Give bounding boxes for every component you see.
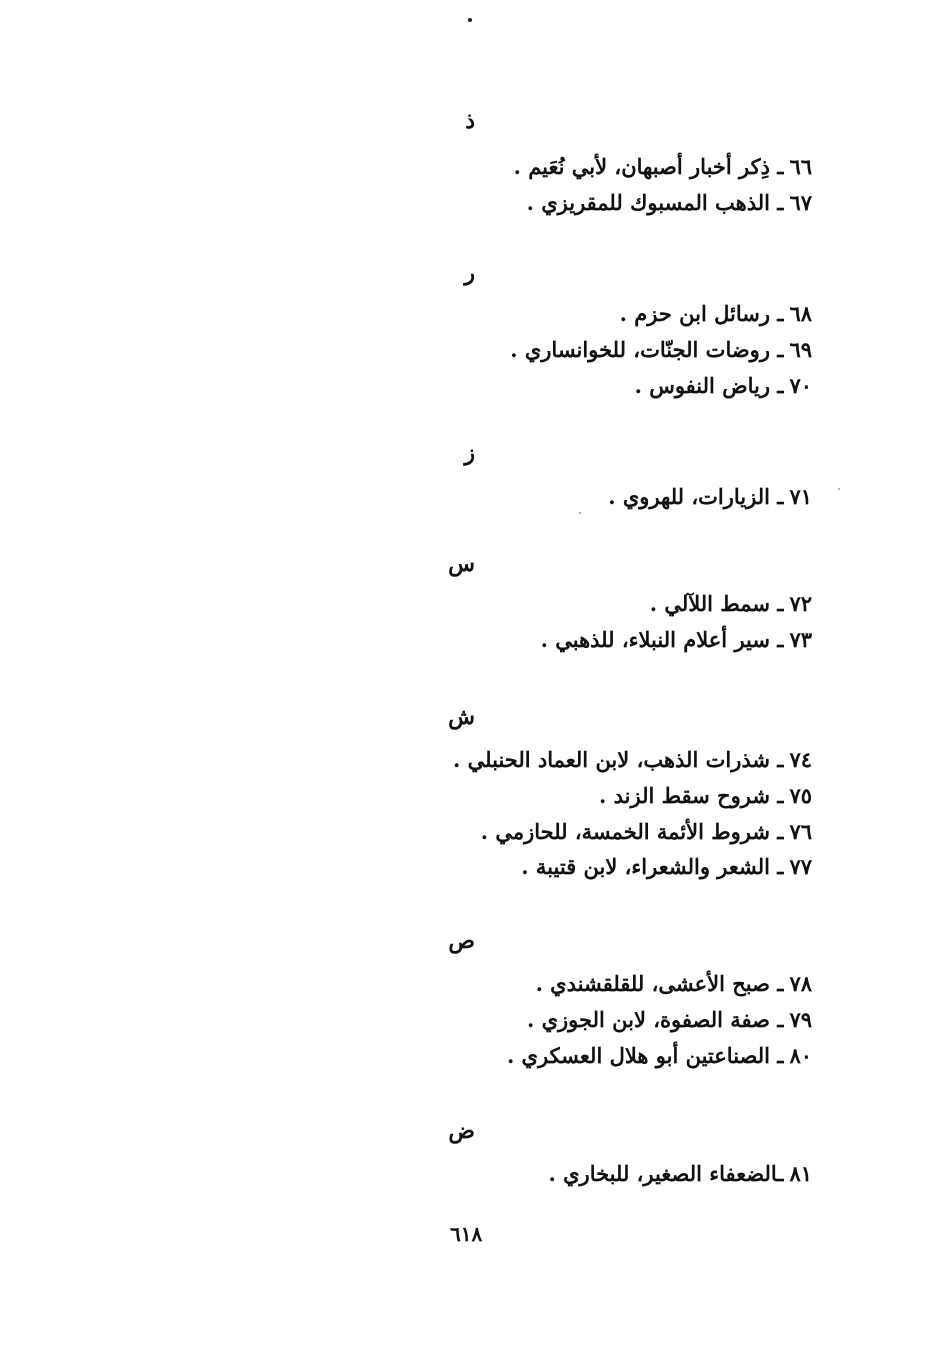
list-item [536, 973, 812, 994]
entry-number: ٧١ [789, 484, 812, 509]
entry-number: ٧٣ [789, 627, 812, 652]
entry-number: ٦٨ [789, 301, 812, 326]
list-item [608, 486, 812, 507]
list-item [481, 821, 812, 842]
section-letter-sin: س [448, 551, 475, 577]
entry-text: ـ روضات الجنّات، للخوانساري . [510, 337, 784, 362]
entry-text: ـ سير أعلام النبلاء، للذهبي . [540, 627, 784, 652]
entry-number: ٨١ [789, 1161, 812, 1186]
list-item [635, 375, 812, 396]
section-letter-zay: ز [464, 440, 475, 466]
entry-text: ـ رسائل ابن حزم . [619, 301, 784, 326]
entry-text: ـالضعفاء الصغير، للبخاري . [548, 1161, 784, 1186]
entry-text: ـ شذرات الذهب، لابن العماد الحنبلي . [453, 747, 784, 772]
section-letter-dhal: ذ [465, 108, 475, 134]
entry-text: ـ الزيارات، للهروي . [608, 484, 784, 509]
section-letter-shin: ش [448, 704, 475, 730]
list-item [549, 1163, 813, 1184]
entry-number: ٦٦ [789, 154, 812, 179]
entry-text: ـ صفة الصفوة، لابن الجوزي . [526, 1007, 784, 1032]
list-item [514, 156, 812, 177]
top-dot [468, 18, 472, 22]
entry-text: ـ الشعر والشعراء، لابن قتيبة . [521, 854, 784, 879]
entry-text: ـ الصناعتين أبو هلال العسكري . [506, 1043, 784, 1068]
entry-number: ٧٥ [789, 783, 812, 808]
list-item [507, 1045, 812, 1066]
entry-text: ـ ذِكر أخبار أصبهان، لأبي نُعَيم . [513, 154, 784, 179]
entry-number: ٧٤ [789, 747, 812, 772]
scan-speck [579, 512, 581, 514]
scan-speck [838, 488, 840, 490]
entry-number: ٧٠ [789, 373, 812, 398]
list-item [521, 856, 812, 877]
entry-number: ٧٨ [789, 971, 812, 996]
entry-text: ـ شروط الأئمة الخمسة، للحازمي . [480, 819, 784, 844]
list-item [650, 593, 812, 614]
section-letter-ra: ر [464, 260, 475, 286]
entry-text: ـ شروح سقط الزند . [599, 783, 784, 808]
entry-number: ٧٧ [789, 854, 812, 879]
entry-text: ـ رياض النفوس . [634, 373, 784, 398]
entry-number: ٧٦ [789, 819, 812, 844]
section-letter-dad: ض [448, 1118, 475, 1144]
page-number: ٦١٨ [450, 1222, 483, 1246]
entry-text: ـ سمط اللآلي . [649, 591, 784, 616]
entry-number: ٦٩ [789, 337, 812, 362]
list-item [527, 192, 812, 213]
list-item [599, 785, 812, 806]
list-item [453, 749, 812, 770]
entry-text: ـ صبح الأعشى، للقلقشندي . [535, 971, 784, 996]
entry-number: ٧٢ [789, 591, 812, 616]
list-item [541, 629, 812, 650]
entry-number: ٧٩ [789, 1007, 812, 1032]
list-item [620, 303, 812, 324]
list-item [527, 1009, 812, 1030]
entry-number: ٨٠ [789, 1043, 812, 1068]
entry-text: ـ الذهب المسبوك للمقريزي . [526, 190, 784, 215]
list-item [510, 339, 812, 360]
section-letter-sad: ص [448, 928, 475, 954]
entry-number: ٦٧ [789, 190, 812, 215]
